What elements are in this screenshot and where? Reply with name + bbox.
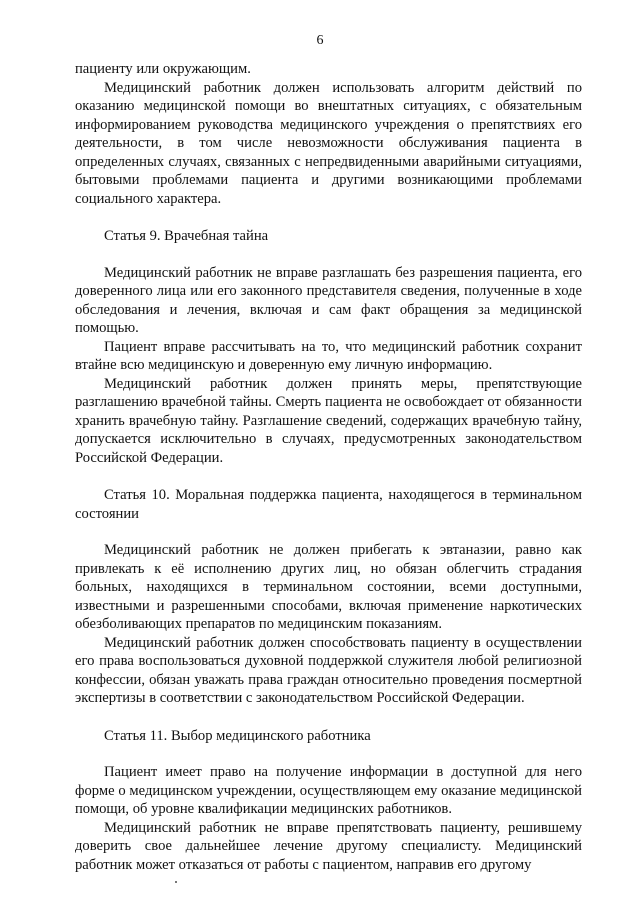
- article-heading: Статья 9. Врачебная тайна: [104, 228, 269, 244]
- paragraph: пациенту или окружающим.: [75, 61, 251, 77]
- paragraph: Медицинский работник не вправе разглашать без разрешения пациента, его доверенного лица или его законного представителя сведения, полученные в ходе обследования и лечения, включая и сам факт обращения за медицинской помощью.: [75, 264, 582, 336]
- paragraph: Медицинский работник должен способствовать пациенту в осуществлении его права воспользоваться духовной поддержкой служителя любой религиозной конфессии, обязан уважать права граждан относительно проведения посмертной экспертизы в соответствии с законодательством Российской Федерации.: [75, 634, 582, 706]
- paragraph: Медицинский работник не должен прибегать к эвтаназии, равно как привлекать к её исполнению других лиц, но обязан облегчить страдания больных, находящихся в терминальном состоянии, всеми доступными, известными и разрешенными способами, включая применение наркотических обезболивающих препаратов по медицинским показаниям.: [75, 542, 582, 632]
- page-number: 6: [316, 33, 324, 48]
- scan-dot: [175, 881, 177, 883]
- paragraph: Медицинский работник не вправе препятствовать пациенту, решившему доверить свое дальнейшее лечение другому специалисту. Медицинский работник может отказаться от работы с пациентом, направив его другому: [75, 819, 582, 873]
- article-heading: Статья 10. Моральная поддержка пациента, находящегося в терминальном состоянии: [75, 487, 582, 522]
- paragraph: Медицинский работник должен использовать алгоритм действий по оказанию медицинской помощи во внештатных ситуациях, с обязательным информированием руководства медицинского учреждения о препятствиях его деятельности, в том числе невозможности обслуживания пациента в определенных случаях, связанных с непредвиденными аварийными ситуациями, бытовыми проблемами пациента и другими возникающими проблемами социального характера.: [75, 79, 582, 207]
- article-heading: Статья 11. Выбор медицинского работника: [104, 727, 371, 744]
- paragraph: Пациент имеет право на получение информации в доступной для него форме о медицинском учреждении, осуществляющем ему оказание медицинской помощи, об уровне квалификации медицинских работников.: [75, 764, 582, 817]
- paragraph: Пациент вправе рассчитывать на то, что медицинский работник сохранит втайне всю медицинскую и доверенную ему личную информацию.: [75, 338, 582, 373]
- document-body: [75, 60, 582, 874]
- paragraph: Медицинский работник должен принять меры, препятствующие разглашению врачебной тайны. Смерть пациента не освобождает от обязанности хранить врачебную тайну. Разглашение сведений, содержащих врачебную тайну, допускается исключительно в случаях, предусмотренных законодательством Российской Федерации.: [75, 375, 582, 466]
